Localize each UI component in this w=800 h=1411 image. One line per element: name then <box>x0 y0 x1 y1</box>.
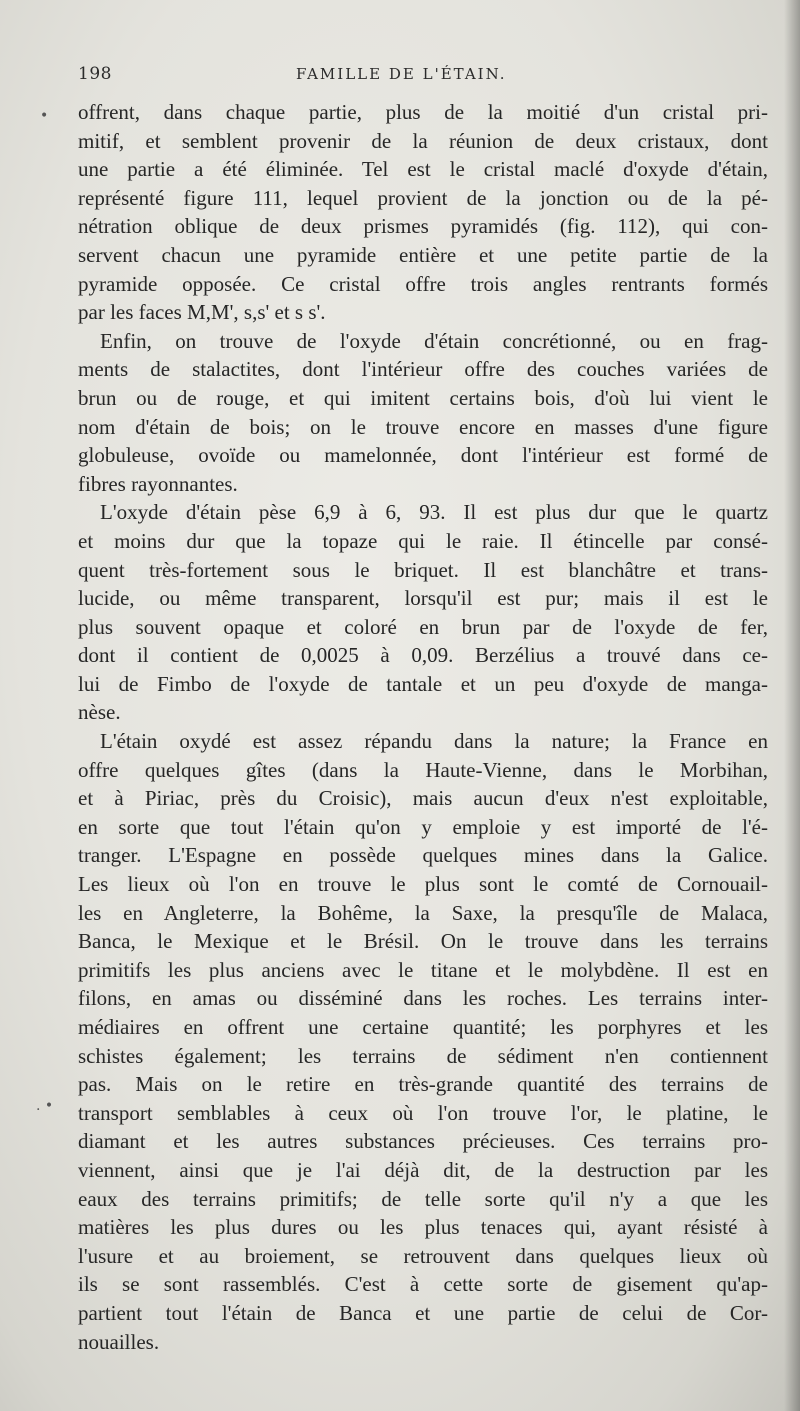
page-number: 198 <box>78 64 112 84</box>
text-line: brun ou de rouge, et qui imitent certains bois, d'où lui vient le <box>78 385 768 410</box>
text-line: schistes également; les terrains de sédiment n'en contiennent <box>78 1043 768 1068</box>
text-line: une partie a été éliminée. Tel est le cristal maclé d'oxyde d'étain, <box>78 157 768 182</box>
text-line: plus souvent opaque et coloré en brun par de l'oxyde de fer, <box>78 614 768 639</box>
text-line: viennent, ainsi que je l'ai déjà dit, de la destruction par les <box>78 1157 768 1182</box>
text-line: nouailles. <box>78 1329 160 1354</box>
text-line: l'usure et au broiement, se retrouvent dans quelques lieux où <box>78 1243 768 1268</box>
page-header <box>78 64 768 92</box>
text-line: et à Piriac, près du Croisic), mais aucun d'eux n'est exploitable, <box>78 786 768 811</box>
text-line: représenté figure 111, lequel provient de la jonction ou de la pé- <box>78 185 768 210</box>
text-line: diamant et les autres substances précieuses. Ces terrains pro- <box>78 1129 768 1154</box>
text-line: nom d'étain de bois; on le trouve encore en masses d'une figure <box>78 414 768 439</box>
text-line: dont il contient de 0,0025 à 0,09. Berzélius a trouvé dans ce- <box>78 643 768 668</box>
margin-mark-top: • <box>40 108 49 124</box>
text-line: médiaires en offrent une certaine quantité; les porphyres et les <box>78 1015 768 1039</box>
body-text <box>78 98 768 1356</box>
text-line: eaux des terrains primitifs; de telle sorte qu'il n'y a que les <box>78 1186 768 1211</box>
text-line: L'oxyde d'étain pèse 6,9 à 6, 93. Il est plus dur que le quartz <box>100 500 768 525</box>
text-line: Les lieux où l'on en trouve le plus sont le comté de Cornouail- <box>78 872 768 897</box>
text-line: par les faces M,M', s,s' et s s'. <box>78 300 326 325</box>
text-line: nétration oblique de deux prismes pyramidés (fig. 112), qui con- <box>78 214 768 239</box>
text-line: pyramide opposée. Ce cristal offre trois angles rentrants formés <box>78 271 768 296</box>
text-line: mitif, et semblent provenir de la réunion de deux cristaux, dont <box>78 128 768 153</box>
running-title: FAMILLE DE L'ÉTAIN. <box>296 65 507 83</box>
text-line: ils se sont rassemblés. C'est à cette sorte de gisement qu'ap- <box>78 1272 768 1297</box>
text-line: et moins dur que la topaze qui le raie. Il étincelle par consé- <box>78 528 768 553</box>
text-line: lucide, ou même transparent, lorsqu'il est pur; mais il est le <box>78 586 768 611</box>
text-line: servent chacun une pyramide entière et une petite partie de la <box>78 242 768 267</box>
text-line: en sorte que tout l'étain qu'on y emploie y est importé de l'é- <box>78 814 768 839</box>
text-line: offrent, dans chaque partie, plus de la moitié d'un cristal pri- <box>78 100 768 124</box>
text-line: globuleuse, ovoïde ou mamelonnée, dont l'intérieur est formé de <box>78 443 768 468</box>
text-line: lui de Fimbo de l'oxyde de tantale et un peu d'oxyde de manga- <box>78 671 768 696</box>
text-line: Enfin, on trouve de l'oxyde d'étain concrétionné, ou en frag- <box>100 328 768 353</box>
text-line: L'étain oxydé est assez répandu dans la nature; la France en <box>100 729 768 754</box>
text-line: matières les plus dures ou les plus tenaces qui, ayant résisté à <box>78 1215 768 1240</box>
text-line: transport semblables à ceux où l'on trouve l'or, le platine, le <box>78 1100 768 1125</box>
text-line: primitifs les plus anciens avec le titane et le molybdène. Il est en <box>78 957 768 982</box>
text-line: quent très-fortement sous le briquet. Il est blanchâtre et trans- <box>78 557 768 582</box>
text-line: partient tout l'étain de Banca et une partie de celui de Cor- <box>78 1300 768 1325</box>
text-line: les en Angleterre, la Bohême, la Saxe, la presqu'île de Malaca, <box>78 900 768 925</box>
text-line: nèse. <box>78 700 121 725</box>
text-line: pas. Mais on le retire en très-grande quantité des terrains de <box>78 1072 768 1097</box>
text-line: offre quelques gîtes (dans la Haute-Vienne, dans le Morbihan, <box>78 757 768 782</box>
text-line: Banca, le Mexique et le Brésil. On le trouve dans les terrains <box>78 929 768 954</box>
text-line: filons, en amas ou disséminé dans les roches. Les terrains inter- <box>78 986 768 1011</box>
text-line: ments de stalactites, dont l'intérieur offre des couches variées de <box>78 357 768 382</box>
margin-mark-middle: . • <box>36 1098 54 1114</box>
text-line: fibres rayonnantes. <box>78 471 238 496</box>
text-line: tranger. L'Espagne en possède quelques mines dans la Galice. <box>78 843 768 868</box>
page-edge-shadow <box>784 0 800 1411</box>
